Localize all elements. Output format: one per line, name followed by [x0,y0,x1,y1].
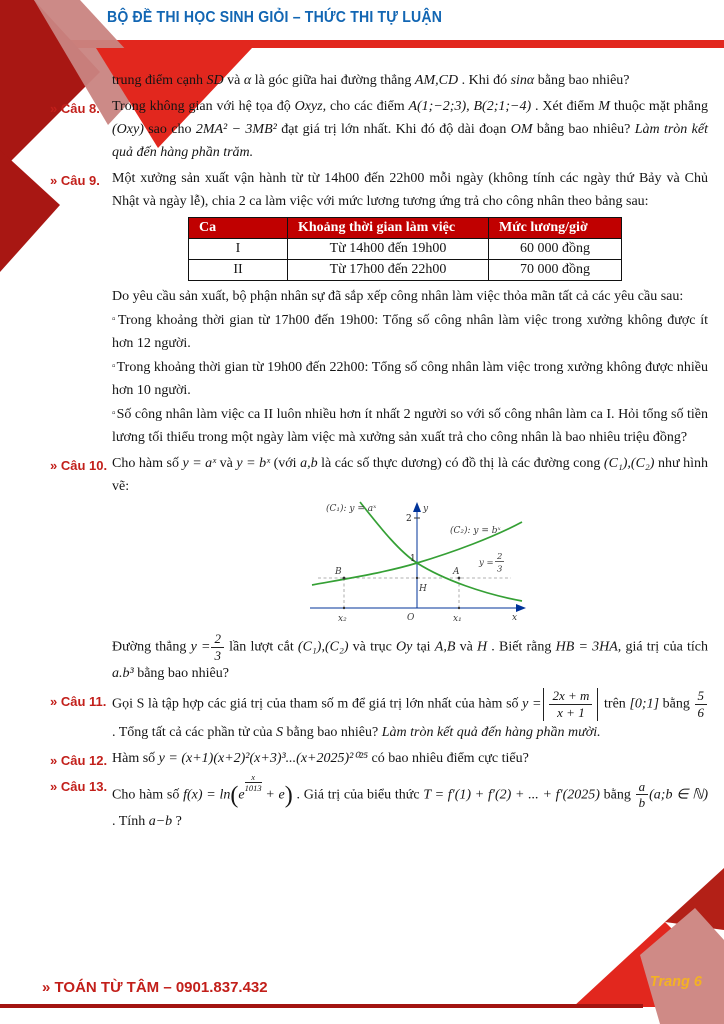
question-12-label: » Câu 12. [50,752,108,768]
document-title: BỘ ĐỀ THI HỌC SINH GIỎI – THỨC THI TỰ LUẬN [107,9,443,26]
x-axis-arrow-icon [516,604,526,612]
math: A,B [434,639,456,655]
cell-wage: 60 000 đồng [489,239,622,260]
exponential-graph-figure [304,500,708,630]
rounding-note: Làm tròn kết quả đến hàng phần mười. [381,724,601,740]
line-label-numerator: 2 [497,552,503,562]
text: . Tổng tất cả các phần tử của [112,724,276,740]
text: tại [412,639,435,655]
math: H [476,639,488,655]
cell-shift: II [189,260,288,281]
math: AM,CD [414,73,459,88]
math: 2MA² − 3MB² [195,122,277,137]
shift-salary-table [188,217,622,281]
table-row [189,260,622,281]
line-label-prefix: y = [479,558,494,568]
point-h-dot [416,577,418,579]
question7-continuation [112,69,708,92]
requirement-item [112,355,708,402]
math: Oy [396,639,413,655]
text: và [223,73,244,88]
text: bằng bao nhiêu? [532,122,635,137]
math: M [598,99,611,114]
content-area [0,66,724,836]
line-label-denominator: 3 [497,564,503,575]
text: Trong khoảng thời gian từ 19h00 đến 22h00: Tổng số công nhân làm việc trong xưởng không được nhiều hơn 10 người. [112,360,709,398]
text: và [216,456,237,471]
fraction-a-b: $\frac{a}{b}$ [635,780,650,810]
math: sinα [510,73,535,88]
math: a−b [148,813,173,829]
close-paren: ) [284,782,293,809]
math: y = [522,696,542,712]
text: (với [270,456,301,471]
question-8 [50,95,709,164]
text: là góc giữa hai đường thẳng [251,73,415,88]
text: bằng bao nhiêu? [133,666,229,682]
math: S [275,724,283,740]
math: [0;1] [629,696,660,712]
footer-brand: » TOÁN TỪ TÂM – 0901.837.432 [42,979,268,996]
text: Gọi S là tập hợp các giá trị của tham số m để giá trị lớn nhất của hàm số [112,696,523,712]
text: trên [600,696,630,712]
text: và trục [348,639,397,655]
curve-c1-label: (C₁): y = aˣ [326,504,377,514]
tick-label-2: 2 [406,514,412,524]
square-bullet-icon: ▫ [112,314,117,325]
x-axis-label: x [512,613,518,623]
math: y = [190,639,211,655]
y-axis-arrow-icon [413,502,421,512]
math: a.b³ [112,666,134,682]
question-11 [50,688,708,743]
text: đạt giá trị lớn nhất. Khi đó độ dài đoạn [276,122,511,137]
math: HB = 3HA, [555,639,622,655]
text: . Biết rằng [487,639,556,655]
fraction-5-6: $\frac{5}{6}$ [694,689,709,719]
point-b-label: B [335,567,342,577]
math: (a;b ∈ ℕ) [649,787,709,803]
math: (C₁),(C₂) [603,456,655,471]
text: lần lượt cắt [224,639,298,655]
question-9-label: » Câu 9. [50,173,100,188]
math: SD [206,73,224,88]
table-header-row [189,218,622,239]
text: . Tính [112,813,149,829]
fraction-2-3: $\frac{2}{3}$ [210,632,225,662]
math: (C₁),(C₂) [297,639,349,655]
text: Đường thẳng [112,639,191,655]
text: và [455,639,477,655]
math: A(1;−2;3), B(2;1;−4) [408,99,532,114]
text: Cho hàm số [112,787,184,803]
text: là các số thực dương) có đồ thị là các đường cong [317,456,604,471]
text: Hỏi tổng số tiền lương tối thiểu trong một ngày làm việc mà xưởng sản xuất trả cho công nhân là bao nhiêu triệu đồng? [112,407,709,445]
cell-period: Từ 14h00 đến 19h00 [288,239,489,260]
text: bằng [599,787,635,803]
requirement-item [112,402,708,449]
text: . Giá trị của biểu thức [292,787,424,803]
text: Một xưởng sản xuất vận hành từ từ 14h00 đến 22h00 mỗi ngày (không tính các ngày thứ Bảy và Chủ Nhật và ngày lễ), chia 2 ca làm việc với mức lương tương ứng trả cho công nhân theo bảng sau: [112,171,708,209]
math: y = aˣ [182,456,217,471]
requirements-intro [112,285,708,308]
text: bằng bao nhiêu? [282,724,382,740]
tick-x2-dot [343,607,345,609]
text: Trong khoảng thời gian từ 17h00 đến 19h00: Tổng số công nhân làm việc trong xưởng không được ít hơn 12 người. [112,313,708,351]
cell-wage: 70 000 đồng [489,260,622,281]
tick-x1-dot [458,607,460,609]
question-8-label: » Câu 8. [50,101,100,116]
text: như hình vẽ: [112,456,708,494]
text: giá trị của tích [621,639,708,655]
math: y = (x+1)(x+2)²(x+3)³...(x+2025)²⁰²⁵ [158,750,369,766]
rounding-note: Làm tròn kết quả đến hàng phần trăm. [112,122,708,160]
text: thuộc mặt phẳng [610,99,709,114]
question-11-label: » Câu 11. [50,694,107,710]
cell-period: Từ 17h00 đến 22h00 [288,260,489,281]
exponent-fraction: $\frac{x}{1013}$ [244,771,262,794]
text: . Xét điểm [531,99,599,114]
column-header-wage: Mức lương/giờ [489,218,622,239]
y-axis-label: y [423,504,429,514]
x1-label: x₁ [453,614,462,624]
square-bullet-icon: ▫ [112,408,116,419]
square-bullet-icon: ▫ [112,361,116,372]
page-number: Trang 6 [649,974,702,990]
tick-label-1: 1 [410,554,416,564]
exponential-graph [304,500,532,630]
open-paren: ( [230,782,239,809]
math: OM [510,122,533,137]
point-b-dot [343,577,346,580]
math: Oxyz, [294,99,327,114]
question-10-label: » Câu 10. [50,458,108,473]
math: f(x) = ln [183,787,231,803]
text: Cho hàm số [112,456,183,471]
text: ? [172,813,182,829]
column-header-shift: Ca [189,218,288,239]
text: bằng [659,696,694,712]
point-a-dot [458,577,461,580]
curve-c2-label: (C₂): y = bˣ [450,526,501,536]
text: trung điểm cạnh [112,73,207,88]
math: T = f′(1) + f′(2) + ... + f′(2025) [423,787,600,803]
math: α [243,73,252,88]
question-10 [50,452,708,685]
question-13 [50,771,709,833]
text: . Khi đó [458,73,511,88]
text: Trong không gian với hệ tọa độ [112,99,295,114]
text: cho các điểm [326,99,409,114]
absolute-value-fraction: $\frac{2x + m}{x + 1}$ [543,688,598,720]
question-13-label: » Câu 13. [50,778,108,794]
question-10-text [112,632,708,685]
text: có bao nhiêu điểm cực tiểu? [368,750,529,766]
math: a,b [300,456,318,471]
text: Số công nhân làm việc ca II luôn nhiều hơn ít nhất 2 người so với số công nhân làm ca I. [116,407,619,422]
question-12 [50,747,708,770]
question-9 [50,167,709,449]
point-h-label: H [419,584,427,594]
x2-label: x₂ [338,614,347,624]
math: e [238,787,245,803]
text: Do yêu cầu sản xuất, bộ phận nhân sự đã sắp xếp công nhân làm việc thỏa mãn tất cả các yêu cầu sau: [112,289,684,304]
origin-label: O [407,613,415,623]
requirement-item [112,308,708,355]
footer-red-line [0,1004,643,1008]
math: y = bˣ [236,456,271,471]
cell-shift: I [189,239,288,260]
math: + e [261,787,285,803]
text: Hàm số [112,750,159,766]
point-a-label: A [453,567,460,577]
column-header-period: Khoảng thời gian làm việc [288,218,489,239]
text: bằng bao nhiêu? [534,73,630,88]
text: sao cho [143,122,196,137]
math: (Oxy) [112,122,144,137]
table-row [189,239,622,260]
